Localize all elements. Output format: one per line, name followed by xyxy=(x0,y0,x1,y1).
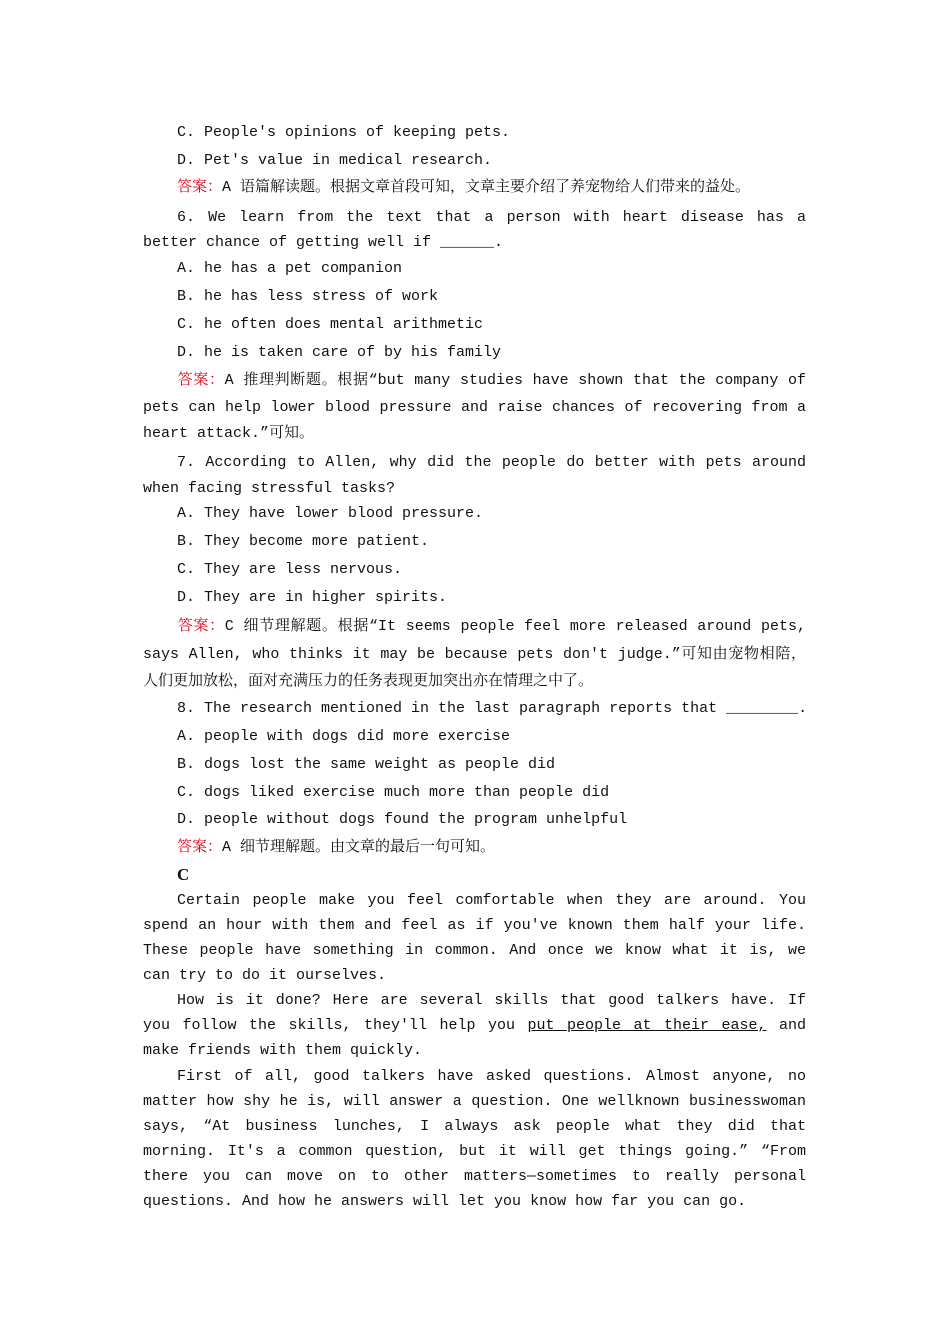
q6-option-d: D. he is taken care of by his family xyxy=(177,344,502,361)
q6-option-c: C. he often does mental arithmetic xyxy=(177,316,484,333)
passage-paragraph-2 xyxy=(143,988,806,1063)
answer-label: 答案： xyxy=(177,618,225,635)
answer-explanation: C 细节理解题。根据“It seems people feel more released around pets, says Allen, who thinks it may be because pets don't judge.”可知由宠物相陪，人们更加放松，面对充满压力的任务表现更加突出亦在情理之中了。 xyxy=(143,618,806,690)
paragraph-text: How is it done? Here are several skills that good talkers have. If you follow the skills, they'll help you xyxy=(143,992,806,1034)
paragraph-text: First of all, good talkers have asked questions. Almost anyone, no matter how shy he is, will answer a question. One wellknown businesswoman says, “At business lunches, I always ask people what they did that morning. It's a common question, but it will get things going.” “From there you can move on to other matters—sometimes to really personal questions. And how he answers will let you know how far you can go. xyxy=(143,1068,806,1210)
passage-paragraph-3 xyxy=(143,1064,806,1214)
q6-option-a: A. he has a pet companion xyxy=(177,260,403,277)
q5-option-c: C. People's opinions of keeping pets. xyxy=(177,124,511,141)
q7-stem-text: 7. According to Allen, why did the people do better with pets around when facing stressful tasks? xyxy=(143,454,806,497)
q7-answer xyxy=(143,613,806,696)
q8-answer xyxy=(177,838,495,858)
paragraph-text: Certain people make you feel comfortable when they are around. You spend an hour with them and feel as if you've known them half your life. These people have something in common. And once we know what it is, we can try to do it ourselves. xyxy=(143,892,806,984)
answer-explanation: A 推理判断题。根据“but many studies have shown that the company of pets can help lower blood pressure and raise chances of recovering from a heart attack.”可知。 xyxy=(143,372,806,442)
q7-option-a: A. They have lower blood pressure. xyxy=(177,505,484,522)
q8-option-a: A. people with dogs did more exercise xyxy=(177,728,511,745)
q5-option-d: D. Pet's value in medical research. xyxy=(177,152,493,169)
q7-option-c: C. They are less nervous. xyxy=(177,561,403,578)
paragraph-text: and make friends with them quickly. xyxy=(143,1017,806,1059)
q8-option-b: B. dogs lost the same weight as people did xyxy=(177,756,556,773)
q6-stem xyxy=(143,205,806,255)
underlined-phrase: put people at their ease, xyxy=(527,1017,767,1034)
answer-explanation: A 语篇解读题。根据文章首段可知，文章主要介绍了养宠物给人们带来的益处。 xyxy=(222,179,751,196)
section-heading: C xyxy=(177,865,190,884)
answer-label: 答案： xyxy=(177,179,223,196)
q6-option-b: B. he has less stress of work xyxy=(177,288,439,305)
q6-stem-text: 6. We learn from the text that a person with heart disease has a better chance of getting well if ______. xyxy=(143,209,806,251)
q8-stem: 8. The research mentioned in the last paragraph reports that ________. xyxy=(177,700,808,717)
q7-option-b: B. They become more patient. xyxy=(177,533,430,550)
q7-stem xyxy=(143,450,806,502)
q5-answer xyxy=(177,178,750,198)
passage-paragraph-1 xyxy=(143,888,806,988)
q6-answer xyxy=(143,368,806,448)
q8-option-d: D. people without dogs found the program unhelpful xyxy=(177,811,628,828)
answer-label: 答案： xyxy=(177,839,223,856)
answer-label: 答案： xyxy=(177,372,225,389)
q8-option-c: C. dogs liked exercise much more than people did xyxy=(177,784,610,801)
answer-explanation: A 细节理解题。由文章的最后一句可知。 xyxy=(222,839,496,856)
q7-option-d: D. They are in higher spirits. xyxy=(177,589,448,606)
